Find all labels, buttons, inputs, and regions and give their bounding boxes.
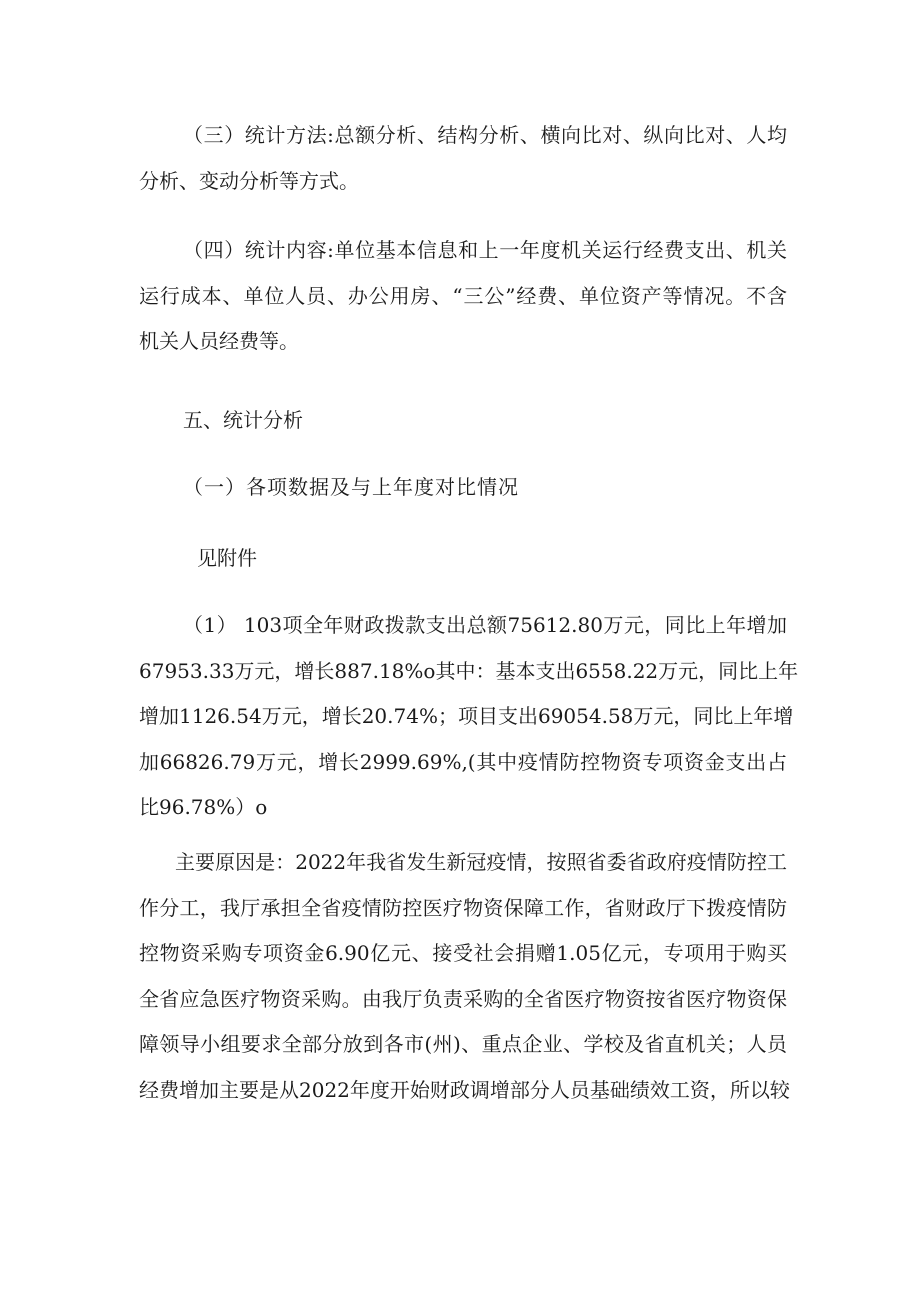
subsection-heading [139, 465, 787, 511]
text-line: 分析、变动分析等方式。 [139, 168, 359, 193]
text-line: 机关人员经费等。 [139, 329, 299, 353]
text-line: （三）统计方法:总额分析、结构分析、横向比对、纵向比对、人均 [183, 123, 787, 147]
section-heading [139, 398, 787, 444]
text-line: 五、统计分析 [183, 408, 303, 432]
text-line: （四）统计内容:单位基本信息和上一年度机关运行经费支出、机关 [183, 238, 787, 262]
text-line: 见附件 [197, 546, 257, 570]
text-line: 作分工，我厅承担全省疫情防控医疗物资保障工作，省财政厅下拨疫情防 [139, 895, 787, 920]
paragraph-stat-content [139, 228, 787, 365]
text-line: 全省应急医疗物资采购。由我厅负责采购的全省医疗物资按省医疗物资保 [139, 986, 787, 1011]
paragraph-main-reason [139, 840, 790, 1113]
paragraph-item-1 [139, 603, 799, 831]
text-line: （一）各项数据及与上年度对比情况 [183, 475, 519, 499]
text-line: 经费增加主要是从2022年度开始财政调增部分人员基础绩效工资，所以较 [139, 1077, 790, 1102]
text-line: 加66826.79万元，增长2999.69%,(其中疫情防控物资专项资金支出占 [139, 749, 787, 774]
text-line: 主要原因是：2022年我省发生新冠疫情，按照省委省政府疫情防控工 [175, 850, 787, 874]
text-line: 运行成本、单位人员、办公用房、“三公”经费、单位资产等情况。不含 [139, 283, 787, 308]
see-attachment-text [139, 536, 787, 582]
text-line: 67953.33万元，增长887.18%o其中：基本支出6558.22万元，同比上年 [139, 658, 799, 683]
text-line: （1） 103项全年财政拨款支出总额75612.80万元，同比上年增加 [183, 613, 787, 637]
paragraph-stat-method [139, 113, 787, 204]
text-line: 障领导小组要求全部分放到各市(州)、重点企业、学校及省直机关；人员 [139, 1032, 787, 1056]
text-line: 比96.78%）o [139, 795, 268, 819]
text-line: 增加1126.54万元，增长20.74%；项目支出69054.58万元，同比上年增 [139, 704, 794, 728]
text-line: 控物资采购专项资金6.90亿元、接受社会捐赠1.05亿元，专项用于购买 [139, 941, 787, 965]
